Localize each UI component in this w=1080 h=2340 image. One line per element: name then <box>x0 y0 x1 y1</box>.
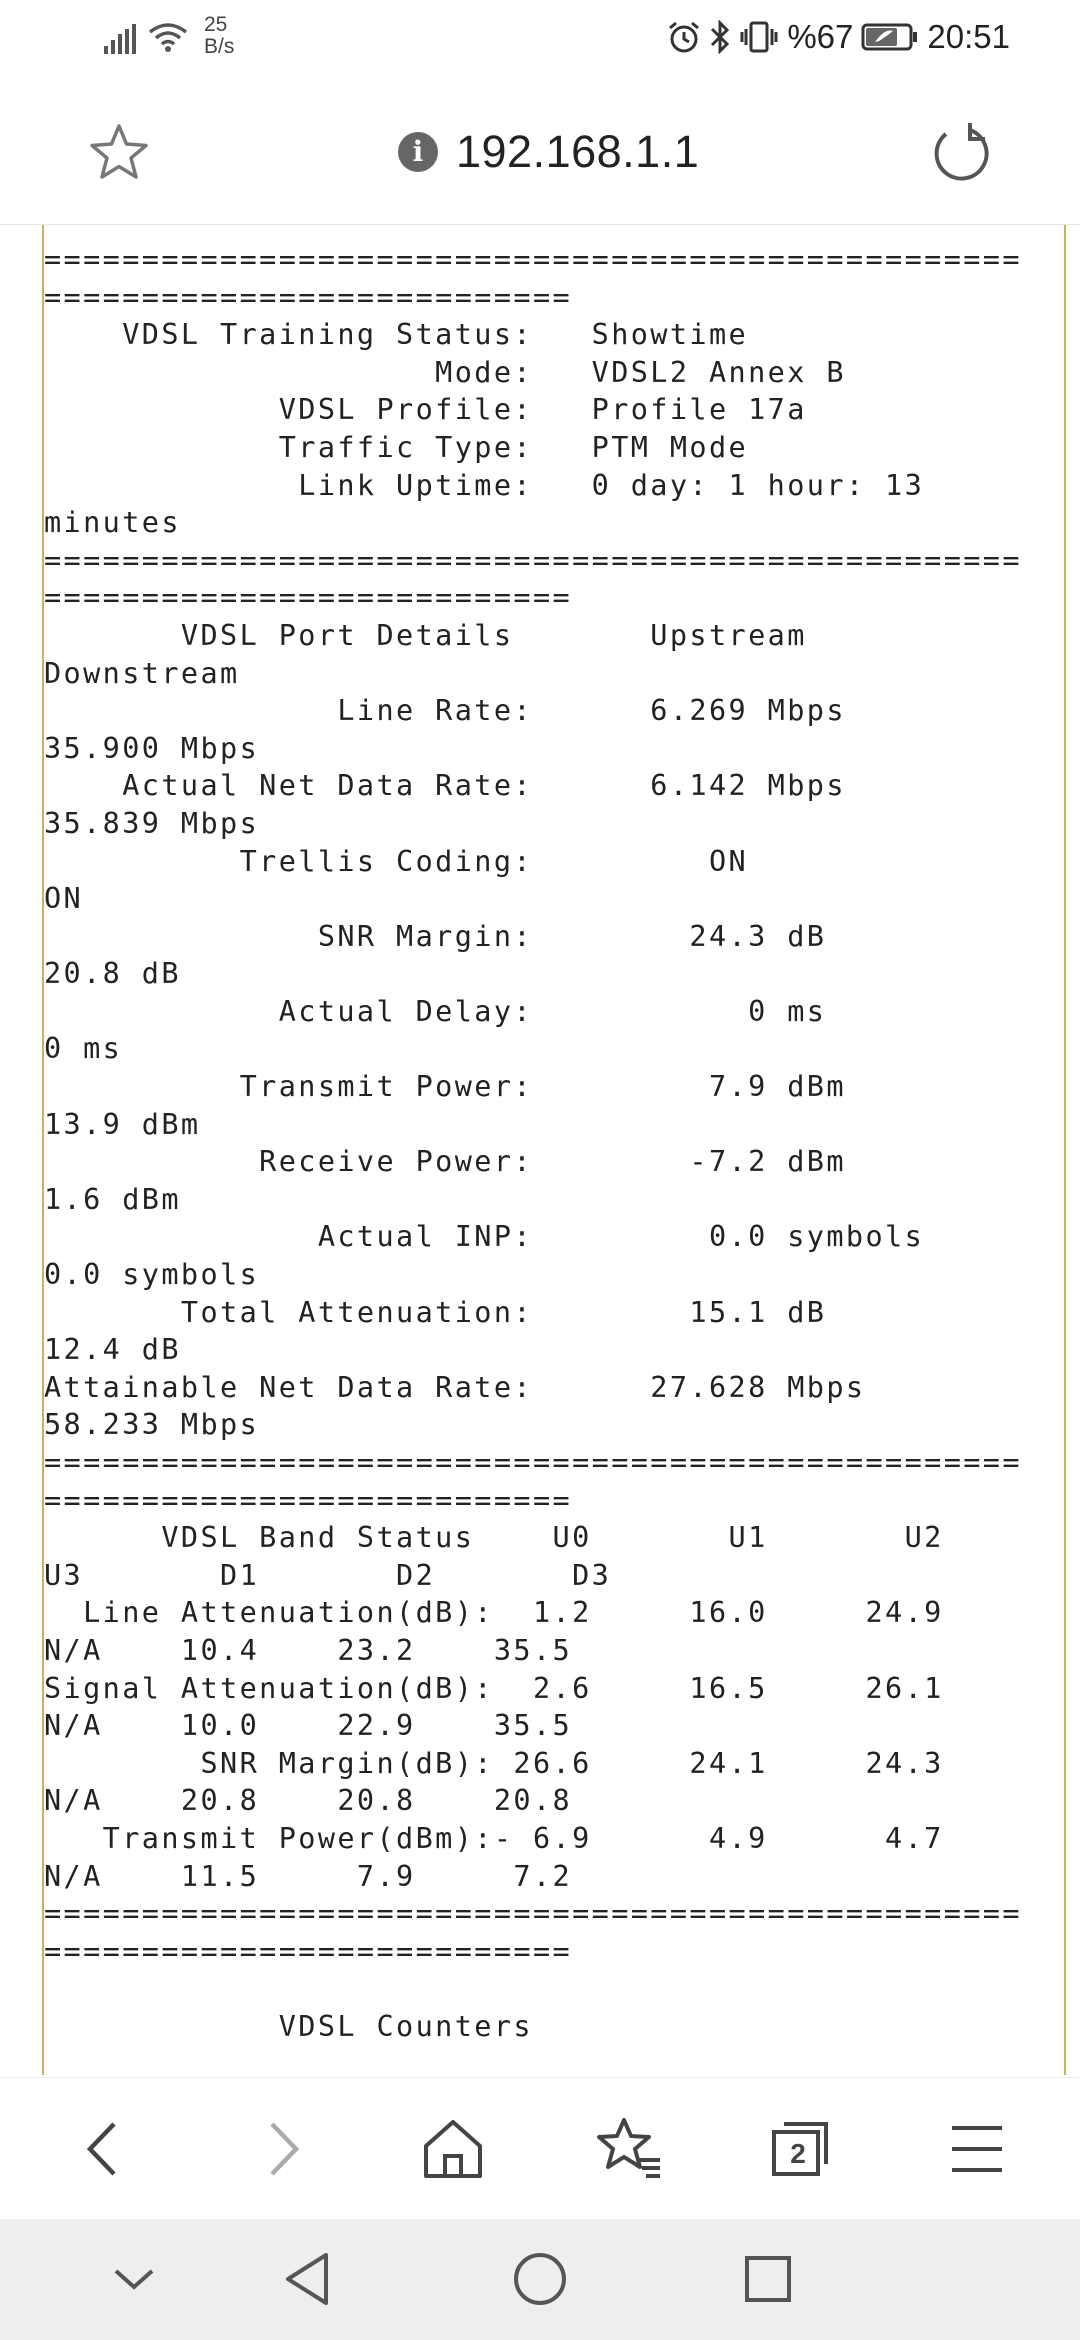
address-bar <box>0 80 1080 225</box>
status-line: Transmit Power: 7.9 dBm <box>44 1070 846 1104</box>
status-line: ================================================== <box>44 1897 1022 1931</box>
status-line: Mode: VDSL2 Annex B <box>44 355 846 389</box>
status-line: ================================================== <box>44 543 1022 577</box>
status-line: Line Attenuation(dB): 1.2 16.0 24.9 <box>44 1596 944 1630</box>
status-line: VDSL Training Status: Showtime <box>44 318 749 352</box>
system-back-icon[interactable] <box>278 2249 338 2309</box>
status-line: Total Attenuation: 15.1 dB <box>44 1295 827 1329</box>
back-icon[interactable] <box>70 2114 140 2184</box>
status-line: 13.9 dBm <box>44 1107 201 1141</box>
hide-keyboard-icon[interactable] <box>104 2249 164 2309</box>
status-line: 12.4 dB <box>44 1333 181 1367</box>
status-line: VDSL Profile: Profile 17a <box>44 393 807 427</box>
battery-percent: %67 <box>787 18 854 55</box>
status-line: Attainable Net Data Rate: 27.628 Mbps <box>44 1370 866 1404</box>
vdsl-status-text <box>44 225 1064 2046</box>
status-line: minutes <box>44 506 181 540</box>
home-icon[interactable] <box>418 2114 488 2184</box>
system-recents-icon[interactable] <box>738 2249 798 2309</box>
status-line: 20.8 dB <box>44 957 181 991</box>
status-line: Downstream <box>44 656 240 690</box>
status-line: 0 ms <box>44 1032 123 1066</box>
status-line: SNR Margin: 24.3 dB <box>44 919 827 953</box>
url-text[interactable]: 192.168.1.1 <box>456 126 700 177</box>
network-speed-value: 25 <box>204 13 228 36</box>
status-bar <box>0 0 1080 80</box>
tabs-button[interactable] <box>766 2114 836 2184</box>
page-content <box>42 225 1066 2075</box>
battery-icon <box>861 22 919 52</box>
status-line: Receive Power: -7.2 dBm <box>44 1145 846 1179</box>
url-field[interactable] <box>398 126 699 178</box>
status-line: =========================== <box>44 280 573 314</box>
system-nav-bar <box>0 2219 1080 2340</box>
tabs-count: 2 <box>790 2138 806 2169</box>
status-line: VDSL Counters <box>44 2009 533 2043</box>
status-line: ON <box>44 882 84 916</box>
status-line: 58.233 Mbps <box>44 1408 260 1442</box>
status-line: 35.839 Mbps <box>44 806 260 840</box>
status-line: VDSL Port Details Upstream <box>44 618 807 652</box>
info-icon[interactable]: i <box>398 132 438 172</box>
system-home-icon[interactable] <box>510 2249 570 2309</box>
status-line: Actual INP: 0.0 symbols <box>44 1220 925 1254</box>
favorites-icon[interactable] <box>594 2114 664 2184</box>
status-line: N/A 10.0 22.9 35.5 <box>44 1709 573 1743</box>
alarm-icon <box>667 20 701 54</box>
status-line: Transmit Power(dBm):- 6.9 4.9 4.7 <box>44 1821 944 1855</box>
status-right <box>667 18 1010 56</box>
status-line: SNR Margin(dB): 26.6 24.1 24.3 <box>44 1746 944 1780</box>
network-speed-unit: B/s <box>204 35 235 58</box>
status-line: VDSL Band Status U0 U1 U2 <box>44 1521 944 1555</box>
status-line: ================================================== <box>44 243 1022 276</box>
network-speed <box>204 14 234 58</box>
status-line: Link Uptime: 0 day: 1 hour: 13 <box>44 468 925 502</box>
status-line: Traffic Type: PTM Mode <box>44 430 749 464</box>
status-line: =========================== <box>44 1483 573 1517</box>
status-left <box>104 14 234 58</box>
vibrate-icon <box>739 20 779 54</box>
status-line: =========================== <box>44 581 573 615</box>
status-line: 35.900 Mbps <box>44 731 260 765</box>
status-line: Line Rate: 6.269 Mbps <box>44 694 846 728</box>
reload-icon[interactable] <box>928 120 994 186</box>
status-line: Actual Delay: 0 ms <box>44 994 827 1028</box>
status-line: ================================================== <box>44 1446 1022 1479</box>
signal-icon <box>104 24 138 54</box>
status-line: N/A 20.8 20.8 20.8 <box>44 1784 573 1818</box>
wifi-icon <box>148 20 188 54</box>
status-line: Actual Net Data Rate: 6.142 Mbps <box>44 769 846 803</box>
status-line: 0.0 symbols <box>44 1258 260 1292</box>
status-line: Trellis Coding: ON <box>44 844 749 878</box>
status-line: =========================== <box>44 1934 573 1968</box>
status-line: 1.6 dBm <box>44 1182 181 1216</box>
status-line: N/A 10.4 23.2 35.5 <box>44 1633 573 1667</box>
status-line: N/A 11.5 7.9 7.2 <box>44 1859 573 1893</box>
status-line: U3 D1 D2 D3 <box>44 1558 612 1592</box>
forward-icon[interactable] <box>246 2114 316 2184</box>
browser-bottom-nav <box>0 2077 1080 2220</box>
clock: 20:51 <box>927 18 1010 55</box>
menu-icon[interactable] <box>942 2114 1012 2184</box>
bluetooth-icon <box>709 20 731 54</box>
status-line: Signal Attenuation(dB): 2.6 16.5 26.1 <box>44 1671 944 1705</box>
bookmark-star-icon[interactable] <box>86 120 152 186</box>
